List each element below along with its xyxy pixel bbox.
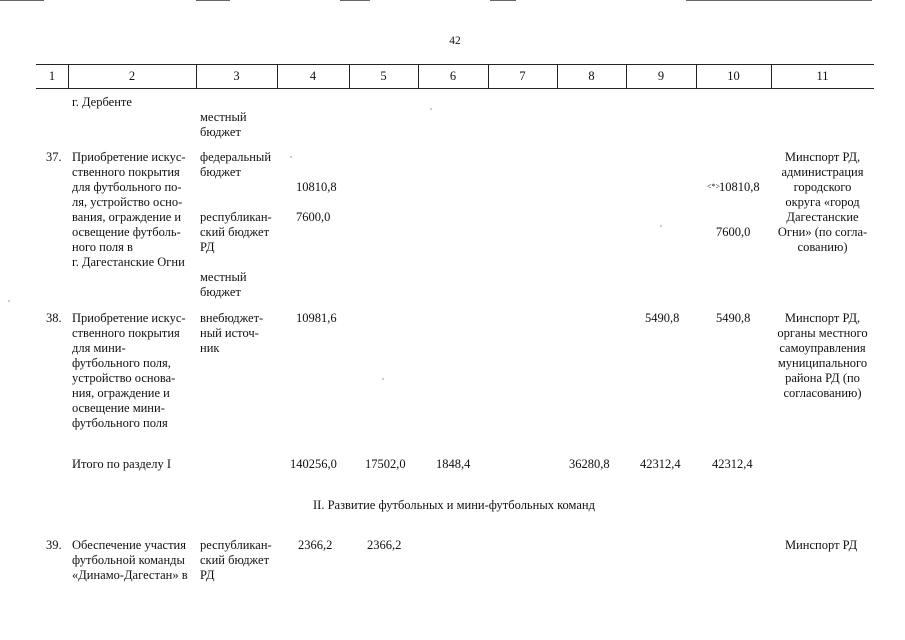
header-col-10: 10 xyxy=(727,69,740,83)
col10-republic-value: 7600,0 xyxy=(716,225,751,239)
row-source-cell: местный бюджет xyxy=(200,110,247,139)
header-col-2: 2 xyxy=(128,69,136,83)
col10-value: 5490,8 xyxy=(716,311,751,325)
scan-speck xyxy=(382,378,384,380)
scan-speck xyxy=(290,156,292,158)
header-col-5: 5 xyxy=(380,69,387,83)
header-col-8: 8 xyxy=(588,69,595,83)
col10-federal-value: 10810,8 xyxy=(719,180,760,194)
header-col-4: 4 xyxy=(309,69,317,83)
col4-value: 2366,2 xyxy=(298,538,333,552)
row-number: 38. xyxy=(46,311,62,325)
header-col-1: 1 xyxy=(48,69,56,83)
subtotal-col8: 36280,8 xyxy=(569,457,610,471)
row-name-cell: г. Дербенте xyxy=(72,95,132,109)
row-source-republic: республикан- ский бюджет РД xyxy=(200,210,272,254)
header-col-11: 11 xyxy=(816,69,829,83)
header-col-6: 6 xyxy=(449,69,457,83)
page-number: 42 xyxy=(449,35,461,47)
scan-speck xyxy=(8,300,10,302)
subtotal-col4: 140256,0 xyxy=(290,457,337,471)
row-source-local: местный бюджет xyxy=(200,270,247,299)
header-top-border xyxy=(36,64,874,65)
header-bottom-border xyxy=(36,88,874,89)
row-name-cell: Приобретение искус- ственного покрытия для футбольного по- ля, устройство осно- вания, ограждение и освещение футболь- ного поля в г. Дагестанские Огни xyxy=(72,150,186,269)
row-number: 37. xyxy=(46,150,62,164)
col4-republic-value: 7600,0 xyxy=(296,210,331,224)
row-source-cell: внебюджет- ный источ- ник xyxy=(200,311,264,355)
row-name-cell: Обеспечение участия футбольной команды «Динамо-Дагестан» в xyxy=(72,538,188,582)
row-name-cell: Приобретение искус- ственного покрытия для мини- футбольного поля, устройство основа- ния, ограждение и освещение мини- футбольного поля xyxy=(72,311,186,430)
row-source-cell: республикан- ский бюджет РД xyxy=(200,538,272,582)
scan-speck xyxy=(430,108,432,110)
scan-edge-mark xyxy=(490,0,516,1)
scan-edge-mark xyxy=(340,0,370,1)
header-col-3: 3 xyxy=(233,69,240,83)
col5-value: 2366,2 xyxy=(367,538,402,552)
col9-value: 5490,8 xyxy=(645,311,680,325)
subtotal-col9: 42312,4 xyxy=(640,457,681,471)
header-col-9: 9 xyxy=(657,69,665,83)
col4-value: 10981,6 xyxy=(296,311,337,325)
row-source-federal: федеральный бюджет xyxy=(200,150,272,179)
col4-federal-value: 10810,8 xyxy=(296,180,337,194)
scan-speck xyxy=(660,225,662,227)
subtotal-col5: 17502,0 xyxy=(365,457,406,471)
row-executor-cell: Минспорт РД, органы местного самоуправления муниципального района РД (по согласованию) xyxy=(777,311,868,400)
scan-edge-mark xyxy=(0,0,44,1)
subtotal-col10: 42312,4 xyxy=(712,457,753,471)
subtotal-col6: 1848,4 xyxy=(436,457,471,471)
scan-edge-mark xyxy=(196,0,230,1)
subtotal-label: Итого по разделу I xyxy=(72,457,172,471)
row-number: 39. xyxy=(46,538,62,552)
scan-edge-mark xyxy=(686,0,872,1)
row-executor-cell: Минспорт РД xyxy=(785,538,858,552)
section-title: II. Развитие футбольных и мини-футбольных команд xyxy=(313,498,595,512)
col10-footnote-mark: <*> xyxy=(707,182,721,191)
row-executor-cell: Минспорт РД, администрация городского округа «город Дагестанские Огни» (по согла- сованию) xyxy=(777,150,868,254)
header-col-7: 7 xyxy=(519,69,526,83)
